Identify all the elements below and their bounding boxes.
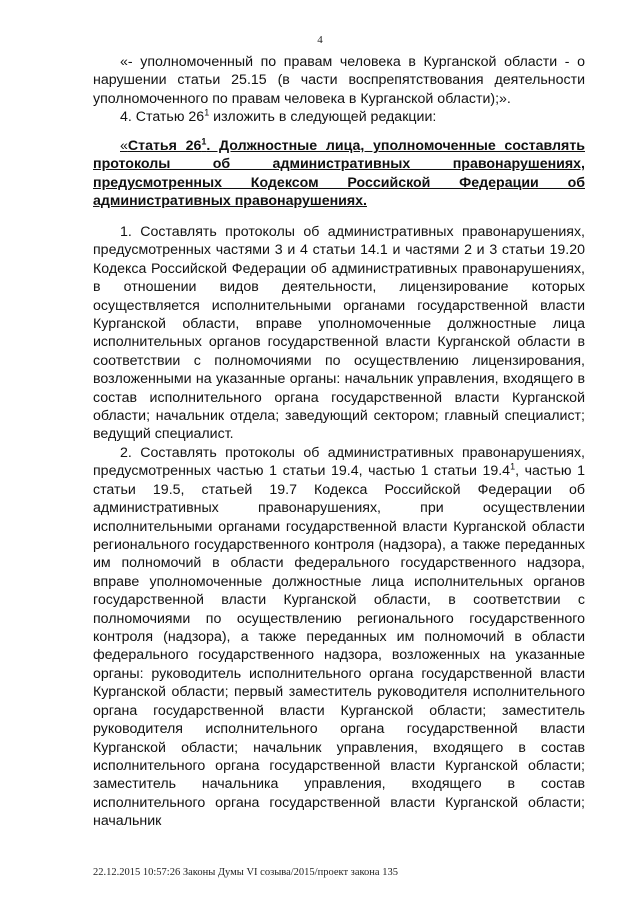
article-title-superscript: 1 bbox=[201, 136, 207, 147]
paragraph-2-after: , частью 1 статьи 19.5, статьей 19.7 Кодекса Российской Федерации об административных правонарушениях, при осуществлении исполнительными органами государственной власти Курганской области регионального государственного контроля (надзора), а также переданных им полномочий в области федерального государственного надзора, вправе уполномоченные должностные лица исполнительных органов государственной власти Курганской области, в соответствии с полномочиями по осуществлению регионального государственного контроля (надзора), а также переданных им полномочий в области федерального государственного надзора, возложенных на указанные органы: руководитель исполнительного органа государственной власти Курганской области; первый заместитель руководителя исполнительного органа государственной власти Курганской области; заместитель руководителя исполнительного органа государственной власти Курганской области; начальник управления, входящего в состав исполнительного органа государственной власти Курганской области; заместитель начальника управления, входящего в состав исполнительного органа государственной власти Курганской области; начальник bbox=[93, 463, 585, 830]
article-title-before: Статья 26 bbox=[127, 138, 202, 154]
amendment-instruction bbox=[93, 108, 585, 126]
intro-paragraph: «- уполномоченный по правам человека в Курганской области - о нарушении статьи 25.15 (в части воспрепятствования деятельности уполномоченного по правам человека в Курганской области);». bbox=[93, 54, 585, 107]
opening-quote: « bbox=[120, 138, 128, 154]
paragraph-2-text bbox=[93, 444, 585, 831]
paragraph-1-text: 1. Составлять протоколы об административных правонарушениях, предусмотренных частями 3 и 4 статьи 14.1 и частями 2 и 3 статьи 19.20 Кодекса Российской Федерации об административных правонарушениях, в отношении видов деятельности, лицензирование которых осуществляется исполнительными органами государственной власти Курганской области, вправе уполномоченные должностные лица исполнительных органов государственной власти Курганской области в соответствии с полномочиями по осуществлению лицензирования, возложенными на указанные органы: начальник управления, входящего в состав исполнительного органа государственной власти Курганской области; начальник отдела; заведующий сектором; главный специалист; ведущий специалист. bbox=[93, 224, 585, 443]
article-title bbox=[93, 137, 585, 211]
intro-block bbox=[93, 53, 585, 127]
article-title-paragraph bbox=[93, 137, 585, 211]
paragraph-2-superscript: 1 bbox=[510, 461, 516, 472]
instruction-superscript: 1 bbox=[204, 107, 210, 118]
article-title-after: . Должностные лица, уполномоченные составлять протоколы об административных правонарушениях, предусмотренных Кодексом Российской Федерации об административных правонарушениях. bbox=[93, 138, 585, 210]
paragraph-2 bbox=[93, 444, 585, 831]
footer-path: 22.12.2015 10:57:26 Законы Думы VI созыва/2015/проект закона 135 bbox=[93, 867, 398, 878]
page-number: 4 bbox=[317, 34, 323, 46]
instruction-text-before: 4. Статью 26 bbox=[120, 109, 205, 126]
paragraph-1 bbox=[93, 223, 585, 444]
instruction-text-after: изложить в следующей редакции: bbox=[209, 109, 437, 126]
paragraph-2-before: 2. Составлять протоколы об административных правонарушениях, предусмотренных частью 1 статьи 19.4, частью 1 статьи 19.4 bbox=[93, 445, 585, 480]
